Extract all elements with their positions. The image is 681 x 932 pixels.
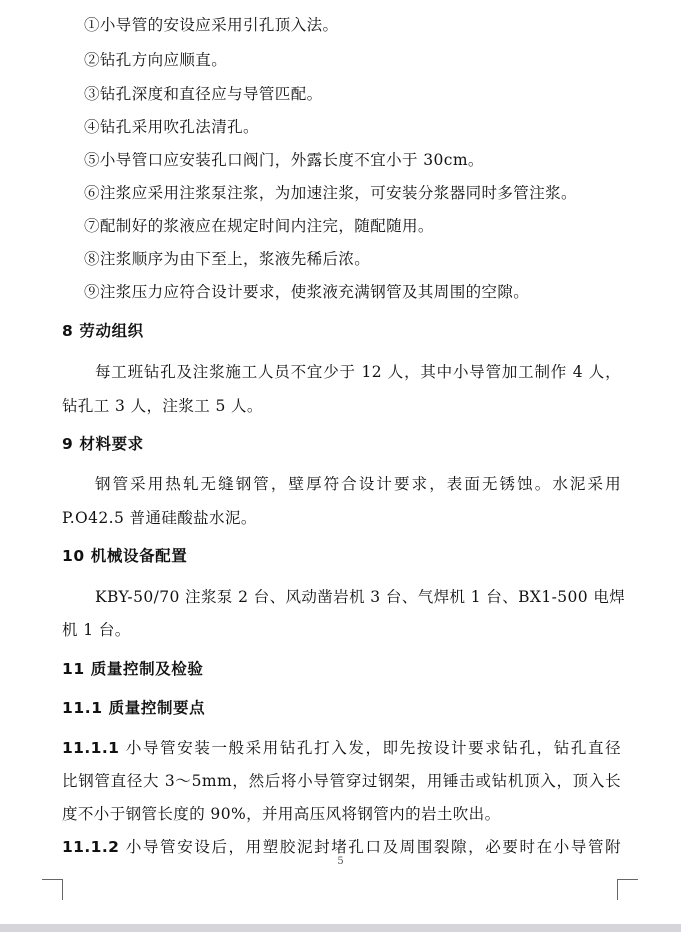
paragraph-line: P.O42.5 普通硅酸盐水泥。 — [62, 509, 257, 527]
list-item: ⑦配制好的浆液应在规定时间内注完，随配随用。 — [84, 217, 434, 235]
paragraph-line: KBY-50/70 注浆泵 2 台、风动凿岩机 3 台、气焊机 1 台、BX1-500 电焊 — [95, 588, 626, 606]
paragraph-line — [62, 738, 621, 758]
paragraph-line: 钻孔工 3 人，注浆工 5 人。 — [62, 397, 263, 415]
page-number: 5 — [337, 856, 344, 867]
list-item: ①小导管的安设应采用引孔顶入法。 — [84, 16, 339, 34]
page-boundary-bar — [0, 924, 681, 932]
list-item: ⑤小导管口应安装孔口阀门，外露长度不宜小于 30cm。 — [84, 151, 484, 169]
paragraph-line — [62, 837, 621, 857]
section-heading: 8 劳动组织 — [62, 322, 144, 340]
paragraph-line: 比钢管直径大 3～5mm，然后将小导管穿过钢架，用锤击或钻机顶入，顶入长 — [62, 772, 621, 790]
paragraph-line: 钢管采用热轧无缝钢管，壁厚符合设计要求，表面无锈蚀。水泥采用 — [95, 475, 621, 493]
section-heading: 10 机械设备配置 — [62, 547, 188, 565]
list-item: ⑨注浆压力应符合设计要求，使浆液充满钢管及其周围的空隙。 — [84, 283, 530, 301]
list-item: ⑧注浆顺序为由下至上，浆液先稀后浓。 — [84, 250, 371, 268]
section-heading: 11 质量控制及检验 — [62, 660, 204, 678]
section-heading: 9 材料要求 — [62, 435, 144, 453]
clause-number: 11.1.1 — [62, 739, 120, 757]
crop-mark-left — [42, 879, 63, 900]
list-item: ③钻孔深度和直径应与导管匹配。 — [84, 85, 323, 103]
paragraph-line: 度不小于钢管长度的 90%，并用高压风将钢管内的岩土吹出。 — [62, 805, 501, 823]
list-item: ⑥注浆应采用注浆泵注浆，为加速注浆，可安装分浆器同时多管注浆。 — [84, 184, 577, 202]
clause-number: 11.1.2 — [62, 838, 120, 856]
list-item: ②钻孔方向应顺直。 — [84, 51, 228, 69]
list-item: ④钻孔采用吹孔法清孔。 — [84, 118, 259, 136]
paragraph-line: 机 1 台。 — [62, 621, 131, 639]
clause-text: 小导管安装一般采用钻孔打入发，即先按设计要求钻孔，钻孔直径 — [119, 739, 621, 757]
crop-mark-right — [617, 879, 638, 900]
paragraph-line: 每工班钻孔及注浆施工人员不宜少于 12 人，其中小导管加工制作 4 人， — [95, 363, 621, 381]
subsection-heading: 11.1 质量控制要点 — [62, 699, 206, 717]
clause-text: 小导管安设后，用塑胶泥封堵孔口及周围裂隙，必要时在小导管附 — [119, 838, 621, 856]
